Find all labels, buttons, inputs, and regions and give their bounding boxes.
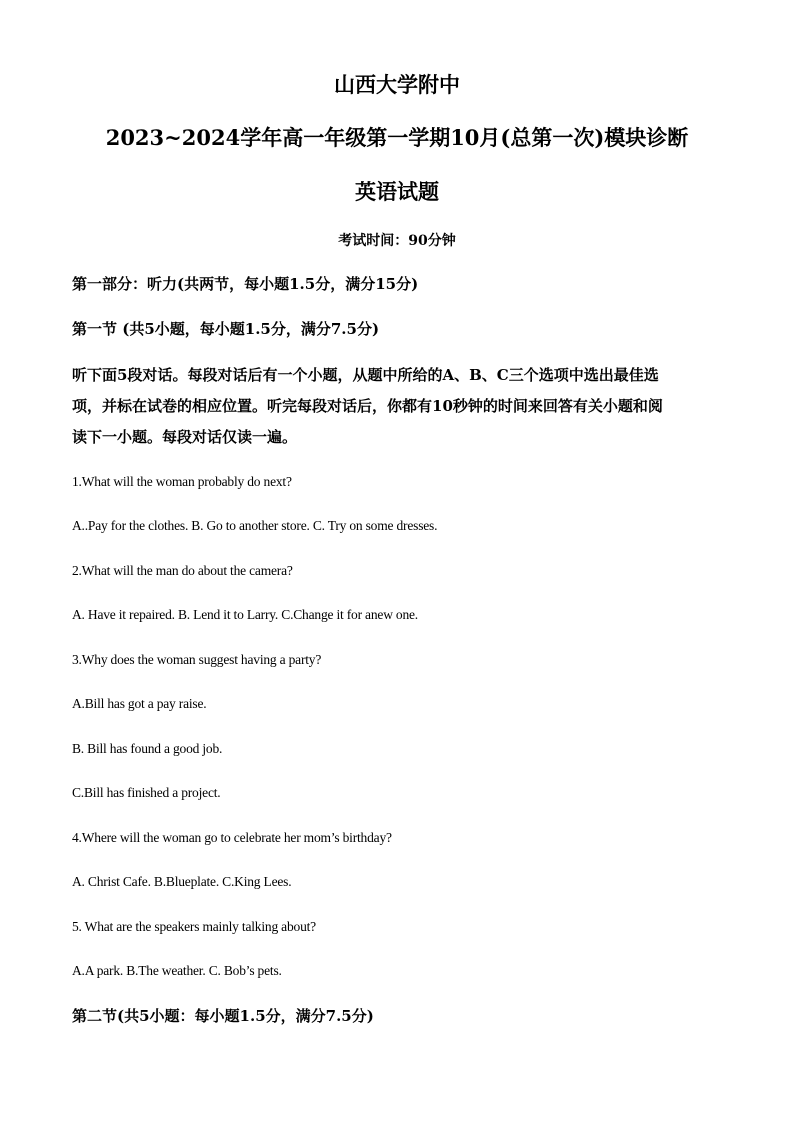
question-4-options: A. Christ Cafe. B.Blueplate. C.King Lees. <box>72 874 292 889</box>
question-3-option-b: B. Bill has found a good job. <box>72 741 223 756</box>
exam-time: 考试时间：90分钟 <box>338 233 456 249</box>
question-2-options: A. Have it repaired. B. Lend it to Larry. C.Change it for anew one. <box>72 607 418 622</box>
instructions-line-3: 读下一小题。每段对话仅读一遍。 <box>72 428 298 446</box>
subject-title: 英语试题 <box>355 179 439 204</box>
section-one-title: 第一节 (共5小题，每小题1.5分，满分7.5分) <box>72 320 380 338</box>
question-3-option-a: A.Bill has got a pay raise. <box>72 696 207 711</box>
question-3-option-c: C.Bill has finished a project. <box>72 785 221 800</box>
question-2-stem: 2.What will the man do about the camera? <box>72 563 293 578</box>
section-two-title: 第二节(共5小题：每小题1.5分，满分7.5分) <box>72 1007 374 1025</box>
exam-title: 2023~2024学年高一年级第一学期10月(总第一次)模块诊断 <box>105 125 689 150</box>
question-5-stem: 5. What are the speakers mainly talking about? <box>72 919 316 934</box>
instructions-line-1: 听下面5段对话。每段对话后有一个小题，从题中所给的A、B、C三个选项中选出最佳选 <box>72 366 659 384</box>
school-name: 山西大学附中 <box>334 72 460 97</box>
question-3-stem: 3.Why does the woman suggest having a party? <box>72 652 322 667</box>
instructions-line-2: 项，并标在试卷的相应位置。听完每段对话后，你都有10秒钟的时间来回答有关小题和阅 <box>72 397 663 415</box>
part-one-title: 第一部分：听力(共两节，每小题1.5分，满分15分) <box>72 275 419 293</box>
question-1-stem: 1.What will the woman probably do next? <box>72 474 292 489</box>
question-5-options: A.A park. B.The weather. C. Bob’s pets. <box>72 963 282 978</box>
question-4-stem: 4.Where will the woman go to celebrate her mom’s birthday? <box>72 830 392 845</box>
question-1-options: A..Pay for the clothes. B. Go to another store. C. Try on some dresses. <box>72 518 438 533</box>
